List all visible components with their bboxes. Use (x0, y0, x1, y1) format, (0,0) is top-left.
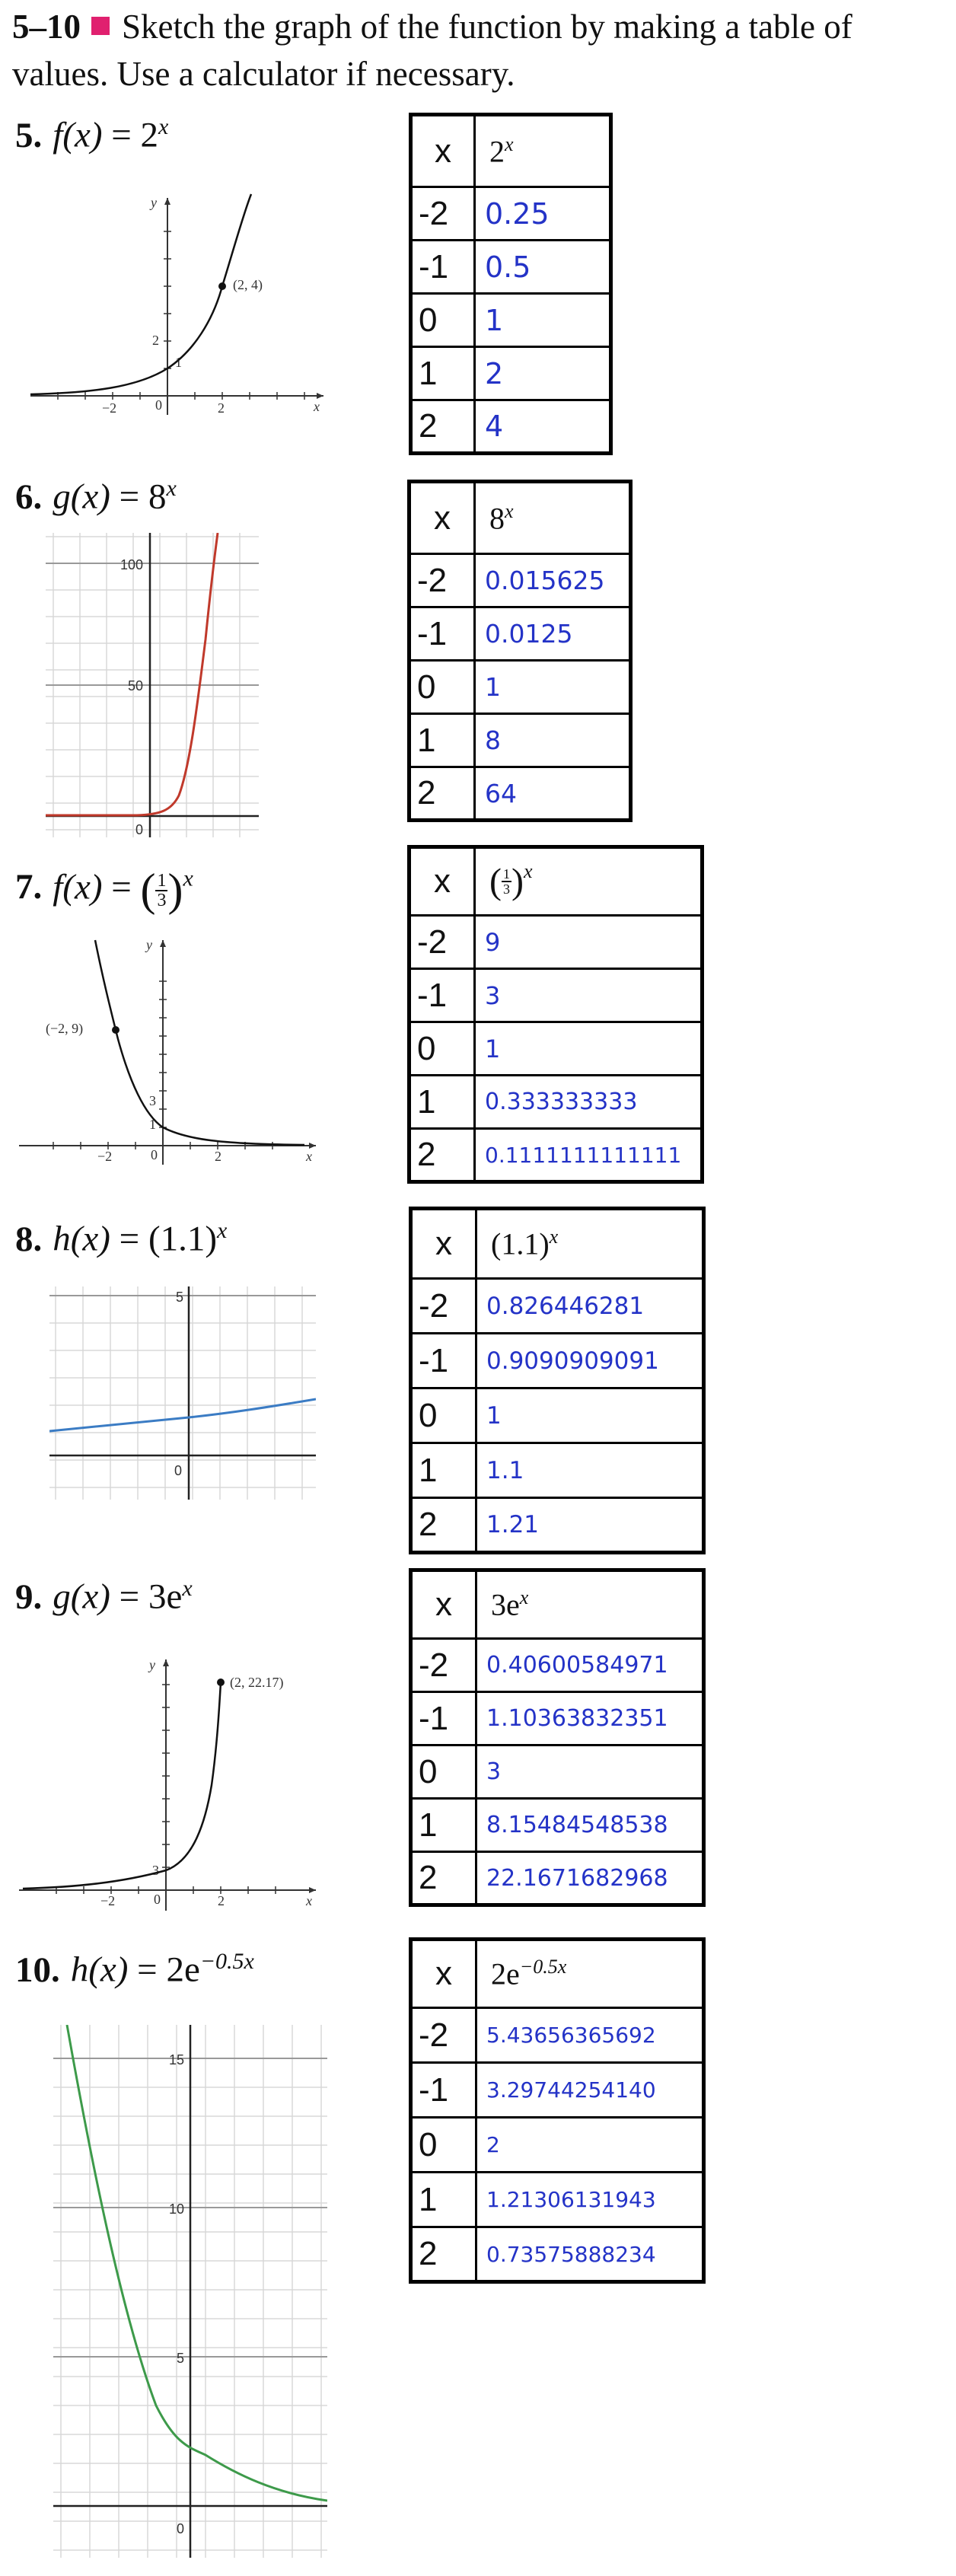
curve-8-pow-x (46, 533, 218, 815)
graph-problem-8 (49, 1286, 316, 1500)
table-cell-x: 2 (409, 1129, 475, 1182)
table-cell-x: 1 (411, 2173, 476, 2227)
table-cell-x: 2 (411, 400, 475, 454)
table-cell-value: 1 (475, 661, 631, 714)
table-cell-x: -2 (411, 187, 475, 241)
y-tick-label: 0 (135, 822, 144, 837)
table-header-x: x (411, 1940, 476, 2008)
table-header-x: x (411, 115, 475, 187)
table-cell-value: 0.1111111111111 (475, 1129, 703, 1182)
y-axis-label: y (151, 195, 157, 210)
table-cell-value: 1.21306131943 (476, 2173, 704, 2227)
highlighted-point (217, 1679, 225, 1686)
curve-1-1-pow-x (49, 1399, 316, 1431)
table-cell-value: 1 (475, 294, 611, 347)
table-cell-x: 1 (411, 1443, 476, 1498)
table-cell-value: 3.29744254140 (476, 2063, 704, 2118)
point-label: (−2, 9) (46, 1021, 84, 1036)
exercise-instruction: Sketch the graph of the function by making a table of values. Use a calculator if necessary. (12, 8, 852, 93)
value-table-8 (409, 1207, 706, 1554)
point-label: (2, 4) (233, 277, 263, 292)
x-tick-label: −2 (97, 1149, 113, 1164)
table-header-x: x (409, 482, 475, 554)
exercise-range: 5–10 (12, 8, 81, 46)
table-cell-x: -2 (411, 1279, 476, 1334)
graph-problem-9 (15, 1648, 320, 1922)
table-cell-x: 0 (409, 1022, 475, 1076)
highlighted-point (112, 1026, 120, 1034)
table-header-fx: $3e^x$ (476, 1570, 704, 1639)
y-tick-label: 1 (149, 1117, 156, 1132)
table-cell-value: 22.1671682968 (476, 1852, 704, 1905)
table-cell-x: -2 (409, 916, 475, 969)
y-tick-label: 5 (176, 1290, 184, 1305)
x-tick-label: 2 (215, 1149, 221, 1164)
value-table-6 (407, 480, 633, 822)
table-cell-x: 2 (411, 1498, 476, 1553)
table-cell-value: 0.40600584971 (476, 1639, 704, 1692)
table-cell-x: -1 (411, 1334, 476, 1388)
problem-label: 10. $h(x) = 2e^{-0.5x}$ (15, 1949, 254, 1990)
x-tick-label: 2 (218, 1893, 225, 1908)
table-cell-value: 0.015625 (475, 554, 631, 607)
x-tick-label: 0 (151, 1147, 158, 1162)
x-axis-label: x (306, 1893, 312, 1908)
table-cell-x: -1 (411, 2063, 476, 2118)
curve-2e-neg-half-x (67, 2025, 327, 2501)
y-tick-label: 5 (177, 2351, 185, 2366)
y-tick-label: 1 (175, 355, 182, 370)
value-table-7 (407, 845, 704, 1184)
table-cell-x: -1 (411, 241, 475, 294)
table-header-fx: $2e^{-0.5x}$ (476, 1940, 704, 2008)
table-cell-value: 9 (475, 916, 703, 969)
x-axis-label: x (306, 1149, 312, 1164)
graph-problem-5 (23, 190, 327, 419)
problem-label: 6. g(x) = 8$^x$ (15, 476, 177, 517)
value-table-5 (409, 113, 613, 455)
y-tick-label: 100 (120, 557, 144, 572)
table-cell-x: 2 (411, 1852, 476, 1905)
x-tick-label: 0 (154, 1892, 161, 1907)
x-tick-label: −2 (102, 400, 117, 416)
highlighted-point (218, 282, 226, 290)
table-cell-value: 3 (476, 1745, 704, 1799)
y-tick-label: 15 (169, 2052, 185, 2067)
curve-2-pow-x (30, 194, 251, 394)
table-cell-x: 1 (409, 714, 475, 767)
table-header-x: x (411, 1570, 476, 1639)
table-cell-value: 1.1 (476, 1443, 704, 1498)
y-axis-label: y (146, 937, 152, 952)
table-cell-x: 1 (411, 347, 475, 400)
problem-label: 7. f(x) = ( $\frac{1}{3}$ )$^x$ (15, 865, 193, 915)
table-cell-x: -1 (411, 1692, 476, 1745)
table-cell-value: 5.43656365692 (476, 2008, 704, 2063)
table-cell-value: 0.333333333 (475, 1076, 703, 1129)
graph-problem-7 (15, 933, 320, 1168)
table-cell-value: 1.21 (476, 1498, 704, 1553)
point-label: (2, 22.17) (230, 1675, 284, 1690)
table-cell-value: 0.25 (475, 187, 611, 241)
x-axis-label: x (314, 399, 320, 414)
table-cell-x: 2 (411, 2227, 476, 2282)
x-tick-label: −2 (100, 1893, 116, 1908)
curve-3e-pow-x (23, 1682, 221, 1889)
table-cell-x: -1 (409, 969, 475, 1022)
table-cell-value: 1 (476, 1388, 704, 1443)
table-cell-x: 0 (411, 1388, 476, 1443)
table-header-fx: $(1.1)^x$ (476, 1209, 704, 1279)
table-header-fx: 2$^x$ (475, 115, 611, 187)
table-cell-value: 2 (476, 2118, 704, 2173)
table-cell-value: 3 (475, 969, 703, 1022)
value-table-10 (409, 1937, 706, 2284)
curve-one-third-pow-x (95, 940, 304, 1145)
table-cell-x: 2 (409, 767, 475, 821)
table-cell-value: 4 (475, 400, 611, 454)
table-cell-value: 64 (475, 767, 631, 821)
x-tick-label: 2 (218, 400, 225, 416)
problem-label: 8. $h(x) = (1.1)^x$ (15, 1218, 228, 1259)
exercise-header (12, 3, 948, 97)
y-tick-label: 10 (169, 2201, 185, 2217)
table-cell-value: 0.9090909091 (476, 1334, 704, 1388)
table-cell-value: 0.73575888234 (476, 2227, 704, 2282)
table-cell-value: 2 (475, 347, 611, 400)
table-cell-x: -1 (409, 607, 475, 661)
problem-label: 5. f(x) = 2$^x$ (15, 114, 169, 155)
table-cell-value: 0.826446281 (476, 1279, 704, 1334)
table-cell-x: 1 (411, 1799, 476, 1852)
graph-problem-6 (46, 533, 259, 837)
fraction: $\frac{1}{3}$ (157, 870, 167, 910)
x-tick-label: 0 (155, 397, 162, 413)
table-cell-x: 0 (411, 294, 475, 347)
value-table-9 (409, 1568, 706, 1907)
table-header-fx: 8$^x$ (475, 482, 631, 554)
table-cell-x: 0 (411, 2118, 476, 2173)
problem-label: 9. $g(x) = 3e^x$ (15, 1576, 193, 1617)
bullet-square-icon (91, 17, 110, 35)
table-header-x: x (411, 1209, 476, 1279)
y-tick-label: 0 (177, 2521, 185, 2536)
y-tick-label: 50 (128, 678, 144, 693)
table-header-x: x (409, 847, 475, 916)
table-cell-x: 1 (409, 1076, 475, 1129)
table-cell-value: 0.0125 (475, 607, 631, 661)
table-cell-x: -2 (409, 554, 475, 607)
table-cell-value: 1 (475, 1022, 703, 1076)
table-cell-x: 0 (411, 1745, 476, 1799)
table-cell-value: 8.15484548538 (476, 1799, 704, 1852)
table-cell-value: 1.10363832351 (476, 1692, 704, 1745)
table-cell-value: 0.5 (475, 241, 611, 294)
y-axis-label: y (149, 1657, 155, 1672)
graph-problem-10 (53, 2025, 327, 2558)
table-cell-x: 0 (409, 661, 475, 714)
y-tick-label: 3 (149, 1093, 156, 1108)
table-cell-x: -2 (411, 2008, 476, 2063)
y-tick-label: 3 (152, 1863, 159, 1878)
y-tick-label: 2 (152, 333, 159, 348)
table-cell-x: -2 (411, 1639, 476, 1692)
table-header-fx: ( $\frac{1}{3}$ )$^x$ (475, 847, 703, 916)
table-cell-value: 8 (475, 714, 631, 767)
y-tick-label: 0 (174, 1463, 183, 1478)
